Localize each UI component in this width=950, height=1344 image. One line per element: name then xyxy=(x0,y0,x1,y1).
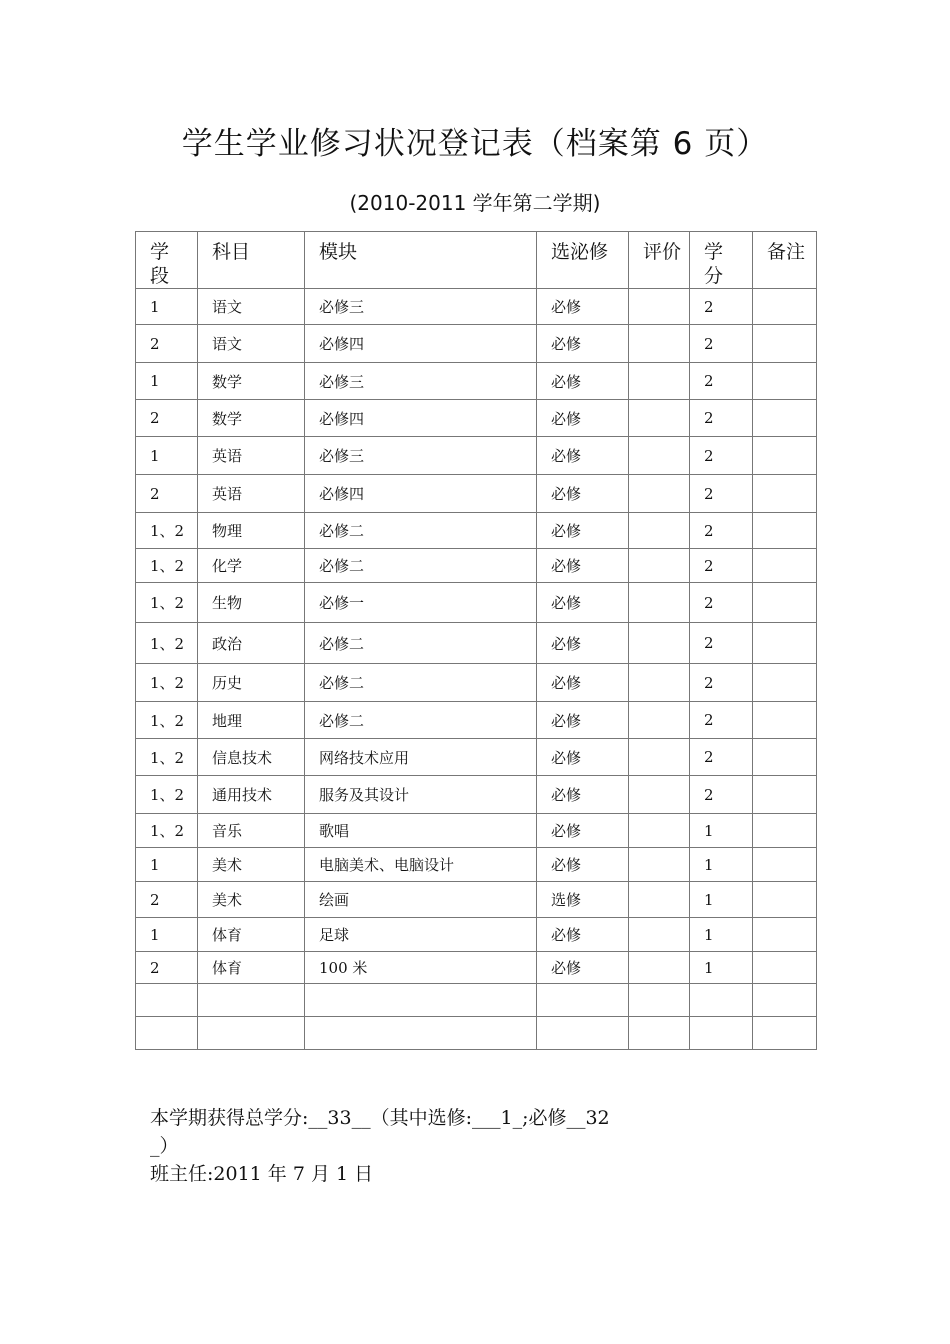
type-cell: 必修 xyxy=(537,848,629,882)
module-cell: 必修二 xyxy=(305,623,537,664)
eval-cell xyxy=(629,814,690,848)
table-row xyxy=(136,702,817,739)
note-cell xyxy=(753,549,817,583)
note-cell xyxy=(753,583,817,623)
credit-cell: 2 xyxy=(690,400,753,437)
subject-cell: 地理 xyxy=(198,702,305,739)
subject-cell: 物理 xyxy=(198,513,305,549)
subject-cell: 英语 xyxy=(198,475,305,513)
module-cell: 必修一 xyxy=(305,583,537,623)
module-cell: 必修三 xyxy=(305,289,537,325)
footer xyxy=(150,1104,690,1188)
table-row xyxy=(136,513,817,549)
stage-cell: 1 xyxy=(136,363,198,400)
table-row xyxy=(136,952,817,984)
eval-cell xyxy=(629,289,690,325)
credit-cell: 2 xyxy=(690,702,753,739)
empty-cell xyxy=(537,1017,629,1050)
eval-cell xyxy=(629,549,690,583)
subject-cell: 音乐 xyxy=(198,814,305,848)
eval-cell xyxy=(629,623,690,664)
credit-cell: 2 xyxy=(690,776,753,814)
stage-cell: 1 xyxy=(136,437,198,475)
stage-cell: 1 xyxy=(136,918,198,952)
type-cell: 必修 xyxy=(537,583,629,623)
empty-cell xyxy=(753,984,817,1017)
type-cell: 必修 xyxy=(537,702,629,739)
empty-cell xyxy=(305,1017,537,1050)
type-cell: 必修 xyxy=(537,363,629,400)
note-cell xyxy=(753,400,817,437)
stage-cell: 1 xyxy=(136,848,198,882)
module-cell: 必修二 xyxy=(305,549,537,583)
credit-cell: 2 xyxy=(690,623,753,664)
module-cell: 绘画 xyxy=(305,882,537,918)
eval-cell xyxy=(629,739,690,776)
stage-cell: 1、2 xyxy=(136,814,198,848)
eval-cell xyxy=(629,952,690,984)
header-eval: 评价 xyxy=(629,232,690,289)
table-header-row xyxy=(136,232,817,289)
empty-cell xyxy=(537,984,629,1017)
subject-cell: 政治 xyxy=(198,623,305,664)
module-cell: 必修四 xyxy=(305,325,537,363)
empty-row xyxy=(136,984,817,1017)
module-cell: 必修二 xyxy=(305,664,537,702)
type-cell: 必修 xyxy=(537,437,629,475)
eval-cell xyxy=(629,513,690,549)
table-row xyxy=(136,918,817,952)
header-subject: 科目 xyxy=(198,232,305,289)
table-row xyxy=(136,664,817,702)
subject-cell: 通用技术 xyxy=(198,776,305,814)
stage-cell: 2 xyxy=(136,952,198,984)
note-cell xyxy=(753,776,817,814)
eval-cell xyxy=(629,918,690,952)
eval-cell xyxy=(629,363,690,400)
empty-cell xyxy=(198,984,305,1017)
total-credits-line: 本学期获得总学分:__33__（其中选修:___1_;必修__32 xyxy=(150,1107,610,1129)
stage-cell: 1、2 xyxy=(136,664,198,702)
subject-cell: 语文 xyxy=(198,325,305,363)
stage-cell: 2 xyxy=(136,882,198,918)
credit-cell: 1 xyxy=(690,814,753,848)
table-row xyxy=(136,437,817,475)
note-cell xyxy=(753,363,817,400)
type-cell: 必修 xyxy=(537,918,629,952)
eval-cell xyxy=(629,848,690,882)
type-cell: 必修 xyxy=(537,289,629,325)
subject-cell: 生物 xyxy=(198,583,305,623)
note-cell xyxy=(753,513,817,549)
type-cell: 必修 xyxy=(537,664,629,702)
credit-cell: 2 xyxy=(690,289,753,325)
table-row xyxy=(136,475,817,513)
credit-cell: 1 xyxy=(690,848,753,882)
module-cell: 服务及其设计 xyxy=(305,776,537,814)
subject-cell: 体育 xyxy=(198,918,305,952)
note-cell xyxy=(753,848,817,882)
table-row xyxy=(136,776,817,814)
subject-cell: 体育 xyxy=(198,952,305,984)
module-cell: 必修二 xyxy=(305,513,537,549)
type-cell: 必修 xyxy=(537,549,629,583)
table-row xyxy=(136,739,817,776)
eval-cell xyxy=(629,475,690,513)
table-row xyxy=(136,289,817,325)
header-module: 模块 xyxy=(305,232,537,289)
stage-cell: 1、2 xyxy=(136,513,198,549)
module-cell: 电脑美术、电脑设计 xyxy=(305,848,537,882)
subject-cell: 美术 xyxy=(198,882,305,918)
subject-cell: 历史 xyxy=(198,664,305,702)
stage-cell: 2 xyxy=(136,475,198,513)
header-stage: 学段 xyxy=(136,232,198,289)
table-row xyxy=(136,363,817,400)
header-type: 选泌修 xyxy=(537,232,629,289)
type-cell: 必修 xyxy=(537,952,629,984)
note-cell xyxy=(753,437,817,475)
credit-table xyxy=(135,231,817,1050)
empty-cell xyxy=(198,1017,305,1050)
subject-cell: 语文 xyxy=(198,289,305,325)
empty-cell xyxy=(690,1017,753,1050)
note-cell xyxy=(753,952,817,984)
credit-cell: 2 xyxy=(690,325,753,363)
eval-cell xyxy=(629,400,690,437)
module-cell: 必修二 xyxy=(305,702,537,739)
credit-cell: 2 xyxy=(690,583,753,623)
credit-cell: 1 xyxy=(690,952,753,984)
empty-cell xyxy=(136,1017,198,1050)
subject-cell: 化学 xyxy=(198,549,305,583)
eval-cell xyxy=(629,776,690,814)
header-credit: 学分 xyxy=(690,232,753,289)
stage-cell: 1 xyxy=(136,289,198,325)
note-cell xyxy=(753,325,817,363)
module-cell: 必修四 xyxy=(305,475,537,513)
note-cell xyxy=(753,739,817,776)
note-cell xyxy=(753,882,817,918)
teacher-line: 班主任:2011 年 7 月 1 日 xyxy=(150,1163,374,1185)
type-cell: 必修 xyxy=(537,400,629,437)
subject-cell: 数学 xyxy=(198,400,305,437)
table-body xyxy=(136,289,817,1050)
module-cell: 歌唱 xyxy=(305,814,537,848)
subject-cell: 美术 xyxy=(198,848,305,882)
credit-cell: 1 xyxy=(690,918,753,952)
stage-cell: 1、2 xyxy=(136,583,198,623)
eval-cell xyxy=(629,702,690,739)
type-cell: 必修 xyxy=(537,814,629,848)
page-subtitle: (2010-2011 学年第二学期) xyxy=(349,191,601,215)
credit-cell: 2 xyxy=(690,363,753,400)
stage-cell: 1、2 xyxy=(136,623,198,664)
stage-cell: 2 xyxy=(136,325,198,363)
subject-cell: 英语 xyxy=(198,437,305,475)
type-cell: 必修 xyxy=(537,325,629,363)
module-cell: 100 米 xyxy=(305,952,537,984)
type-cell: 选修 xyxy=(537,882,629,918)
note-cell xyxy=(753,289,817,325)
subject-cell: 信息技术 xyxy=(198,739,305,776)
stage-cell: 1、2 xyxy=(136,776,198,814)
note-cell xyxy=(753,918,817,952)
module-cell: 足球 xyxy=(305,918,537,952)
stage-cell: 1、2 xyxy=(136,739,198,776)
table-row xyxy=(136,623,817,664)
eval-cell xyxy=(629,325,690,363)
empty-cell xyxy=(690,984,753,1017)
table-row xyxy=(136,549,817,583)
credit-cell: 2 xyxy=(690,475,753,513)
note-cell xyxy=(753,475,817,513)
note-cell xyxy=(753,702,817,739)
empty-cell xyxy=(136,984,198,1017)
header-note: 备注 xyxy=(753,232,817,289)
eval-cell xyxy=(629,664,690,702)
stage-cell: 2 xyxy=(136,400,198,437)
type-cell: 必修 xyxy=(537,739,629,776)
credit-cell: 1 xyxy=(690,882,753,918)
table-row xyxy=(136,400,817,437)
empty-cell xyxy=(629,984,690,1017)
module-cell: 必修四 xyxy=(305,400,537,437)
table-row xyxy=(136,814,817,848)
note-cell xyxy=(753,664,817,702)
table-row xyxy=(136,848,817,882)
note-cell xyxy=(753,814,817,848)
eval-cell xyxy=(629,583,690,623)
type-cell: 必修 xyxy=(537,475,629,513)
stage-cell: 1、2 xyxy=(136,702,198,739)
subject-cell: 数学 xyxy=(198,363,305,400)
empty-row xyxy=(136,1017,817,1050)
credit-cell: 2 xyxy=(690,437,753,475)
empty-cell xyxy=(305,984,537,1017)
stage-cell: 1、2 xyxy=(136,549,198,583)
empty-cell xyxy=(629,1017,690,1050)
note-cell xyxy=(753,623,817,664)
eval-cell xyxy=(629,437,690,475)
table-row xyxy=(136,583,817,623)
type-cell: 必修 xyxy=(537,776,629,814)
module-cell: 必修三 xyxy=(305,437,537,475)
table-row xyxy=(136,325,817,363)
credit-cell: 2 xyxy=(690,739,753,776)
type-cell: 必修 xyxy=(537,513,629,549)
credit-cell: 2 xyxy=(690,664,753,702)
credit-cell: 2 xyxy=(690,549,753,583)
module-cell: 网络技术应用 xyxy=(305,739,537,776)
eval-cell xyxy=(629,882,690,918)
credit-cell: 2 xyxy=(690,513,753,549)
table-row xyxy=(136,882,817,918)
type-cell: 必修 xyxy=(537,623,629,664)
module-cell: 必修三 xyxy=(305,363,537,400)
page-title: 学生学业修习状况登记表（档案第 6 页） xyxy=(181,126,769,162)
empty-cell xyxy=(753,1017,817,1050)
total-credits-line-cont: _） xyxy=(150,1135,179,1157)
